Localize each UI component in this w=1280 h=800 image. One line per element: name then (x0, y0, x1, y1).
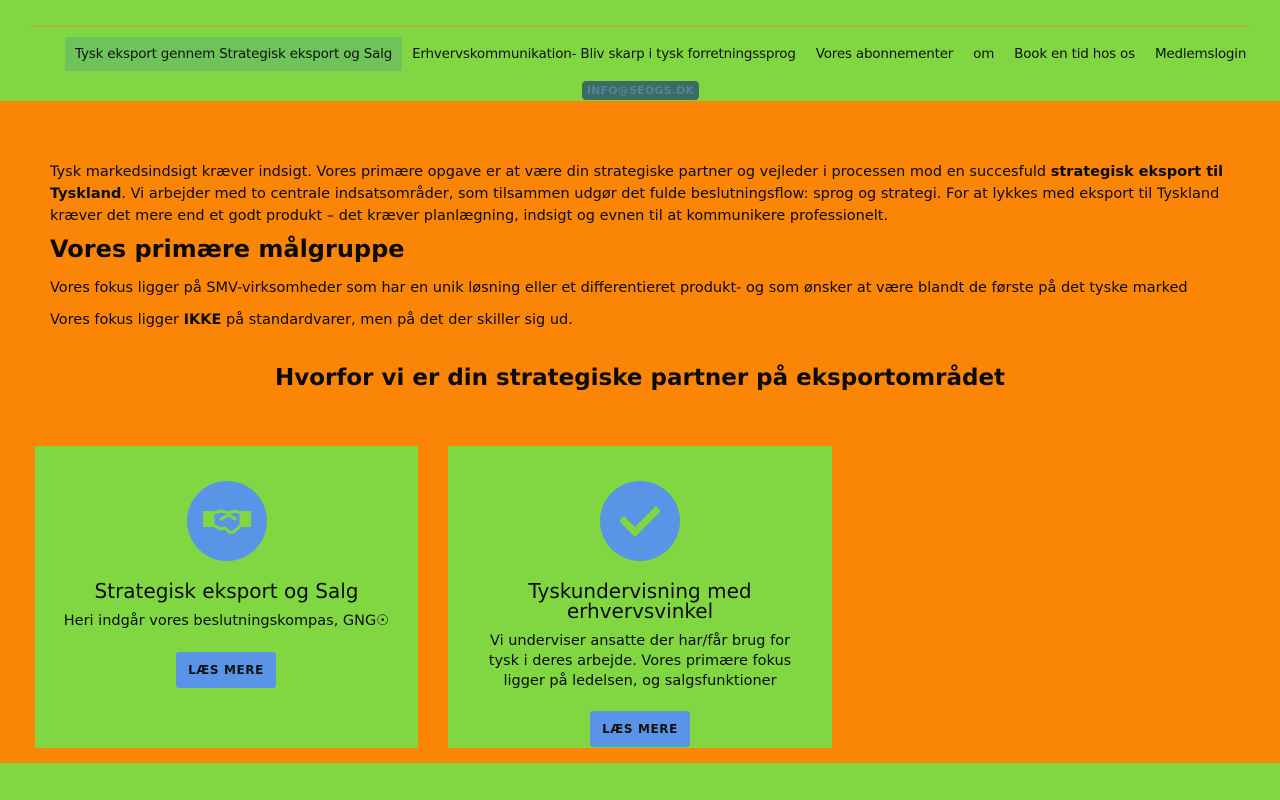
site-header (0, 0, 1280, 101)
checkmark-icon (600, 481, 680, 561)
nav-item-about[interactable]: om (973, 46, 995, 62)
nav-item-business-communication[interactable]: Erhvervskommunikation- Bliv skarp i tysk forretningssprog (412, 46, 796, 62)
header-divider (30, 26, 1250, 27)
card-text: Heri indgår vores beslutningskompas, GNG☉ (63, 613, 390, 629)
nav-item-subscriptions[interactable]: Vores abonnementer (815, 46, 954, 62)
main-nav (65, 37, 1256, 71)
why-heading: Hvorfor vi er din strategiske partner på eksportområdet (274, 365, 1006, 391)
read-more-button[interactable]: LÆS MERE (176, 652, 276, 688)
card-title: Tyskundervisning med erhvervsvinkel (528, 579, 752, 623)
read-more-button[interactable]: LÆS MERE (590, 711, 690, 747)
card-title: Strategisk eksport og Salg (94, 579, 359, 603)
intro-text-1: Tysk markedsindsigt kræver indsigt. Vores primære opgave er at være din strategiske partner og vejleder i processen mod en succesfuld (50, 164, 1051, 180)
main-content (0, 101, 1280, 763)
service-card-strategic-export (35, 446, 418, 748)
intro-text-2: . Vi arbejder med to centrale indsatsområder, som tilsammen udgør det fulde beslutningsflow: sprog og strategi. For at lykkes med eksport til Tyskland kræver det mere end et godt produkt – det kræver planlægning, indsigt og evnen til at kommunikere professionelt. (50, 186, 1220, 224)
target-paragraph-2 (50, 309, 573, 331)
service-card-german-teaching (448, 446, 832, 748)
nav-item-member-login[interactable]: Medlemslogin (1154, 46, 1247, 62)
target-group-heading: Vores primære målgruppe (50, 235, 405, 263)
intro-bold: strategisk eksport til Tyskland (50, 164, 1224, 202)
target-p2-bold: IKKE (183, 312, 222, 328)
email-link[interactable]: INFO@SEOGS.DK (582, 81, 699, 100)
nav-item-book-appointment[interactable]: Book en tid hos os (1014, 46, 1135, 62)
target-p2-after: på standardvarer, men på det der skiller sig ud. (221, 312, 573, 328)
handshake-icon (187, 481, 267, 561)
nav-item-strategic-export[interactable]: Tysk eksport gennem Strategisk eksport og Salg (65, 37, 402, 71)
card-text: Vi underviser ansatte der har/får brug for tysk i deres arbejde. Vores primære fokus ligger på ledelsen, og salgsfunktioner (488, 633, 792, 689)
site-footer (0, 763, 1280, 800)
target-paragraph-1: Vores fokus ligger på SMV-virksomheder som har en unik løsning eller et differentieret produkt- og som ønsker at være blandt de første på det tyske marked (50, 280, 1188, 296)
intro-paragraph (50, 161, 1230, 227)
target-p2-before: Vores fokus ligger (50, 312, 184, 328)
